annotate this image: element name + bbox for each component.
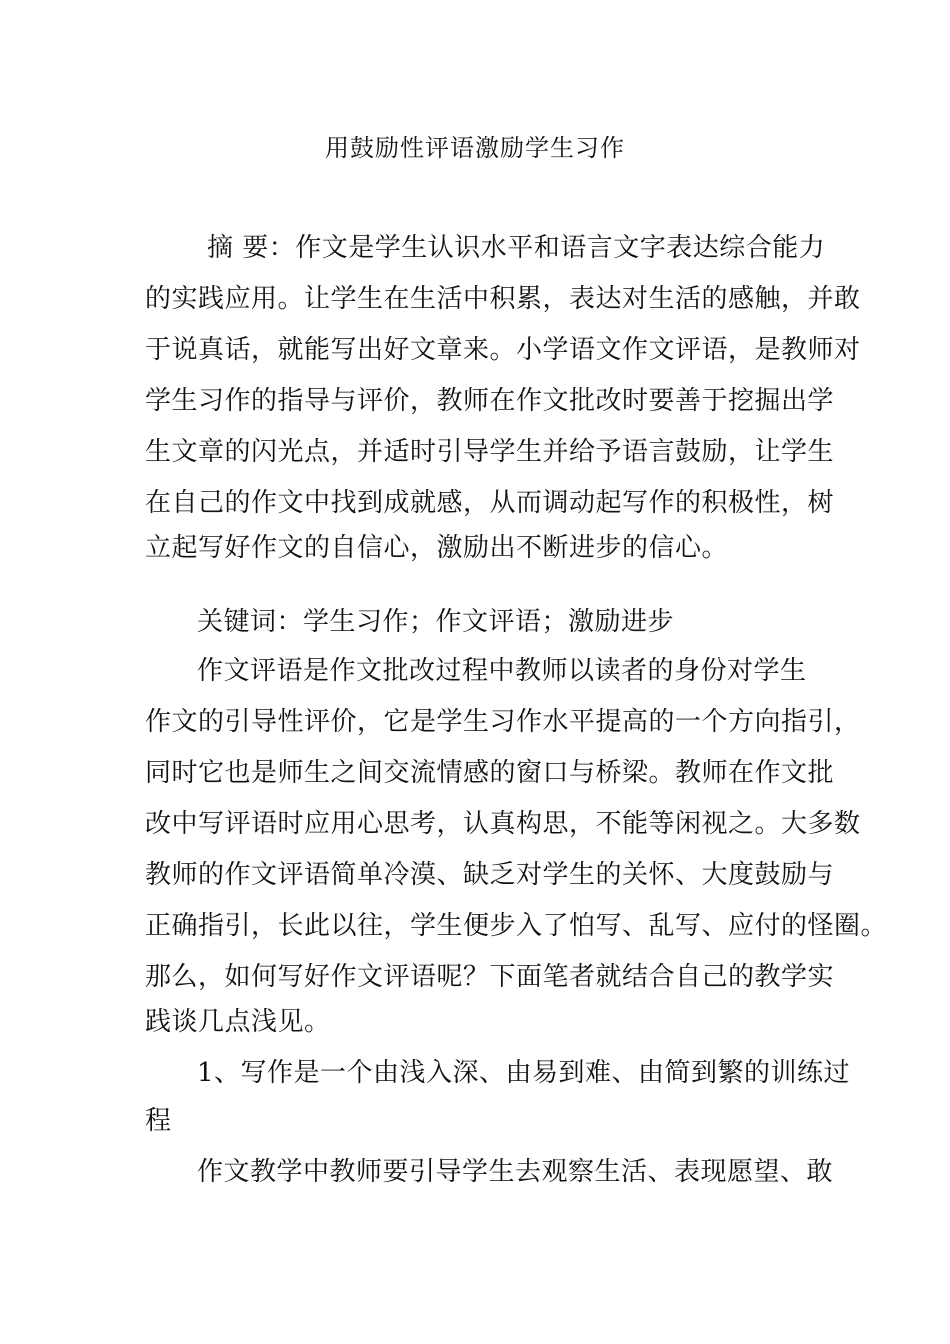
intro-line: 作文评语是作文批改过程中教师以读者的身份对学生 bbox=[197, 656, 807, 686]
abstract-line: 摘 要：作文是学生认识水平和语言文字表达综合能力 bbox=[207, 233, 826, 263]
abstract-line: 于说真话，就能写出好文章来。小学语文作文评语，是教师对 bbox=[145, 335, 861, 365]
abstract-line: 的实践应用。让学生在生活中积累，表达对生活的感触，并敢 bbox=[145, 284, 861, 314]
intro-line: 践谈几点浅见。 bbox=[145, 1007, 331, 1037]
document-title: 用鼓励性评语激励学生习作 bbox=[325, 134, 625, 162]
keywords-line: 关键词：学生习作；作文评语；激励进步 bbox=[197, 607, 675, 637]
abstract-line: 学生习作的指导与评价，教师在作文批改时要善于挖掘出学 bbox=[145, 386, 835, 416]
abstract-line: 生文章的闪光点，并适时引导学生并给予语言鼓励，让学生 bbox=[145, 437, 835, 467]
section-heading-line: 程 bbox=[145, 1106, 172, 1136]
paragraph-line: 作文教学中教师要引导学生去观察生活、表现愿望、敢 bbox=[197, 1157, 834, 1187]
intro-line: 教师的作文评语简单冷漠、缺乏对学生的关怀、大度鼓励与 bbox=[145, 860, 835, 890]
intro-line: 改中写评语时应用心思考，认真构思，不能等闲视之。大多数 bbox=[145, 809, 861, 839]
abstract-line: 在自己的作文中找到成就感，从而调动起写作的积极性，树 bbox=[145, 488, 835, 518]
section-heading-line: 1、写作是一个由浅入深、由易到难、由简到繁的训练过 bbox=[197, 1058, 851, 1088]
intro-line: 正确指引，长此以往，学生便步入了怕写、乱写、应付的怪圈。 bbox=[145, 911, 888, 941]
abstract-line: 立起写好作文的自信心，激励出不断进步的信心。 bbox=[145, 533, 729, 563]
intro-line: 同时它也是师生之间交流情感的窗口与桥梁。教师在作文批 bbox=[145, 758, 835, 788]
intro-line: 作文的引导性评价，它是学生习作水平提高的一个方向指引， bbox=[145, 707, 861, 737]
intro-line: 那么，如何写好作文评语呢？下面笔者就结合自己的教学实 bbox=[145, 962, 835, 992]
